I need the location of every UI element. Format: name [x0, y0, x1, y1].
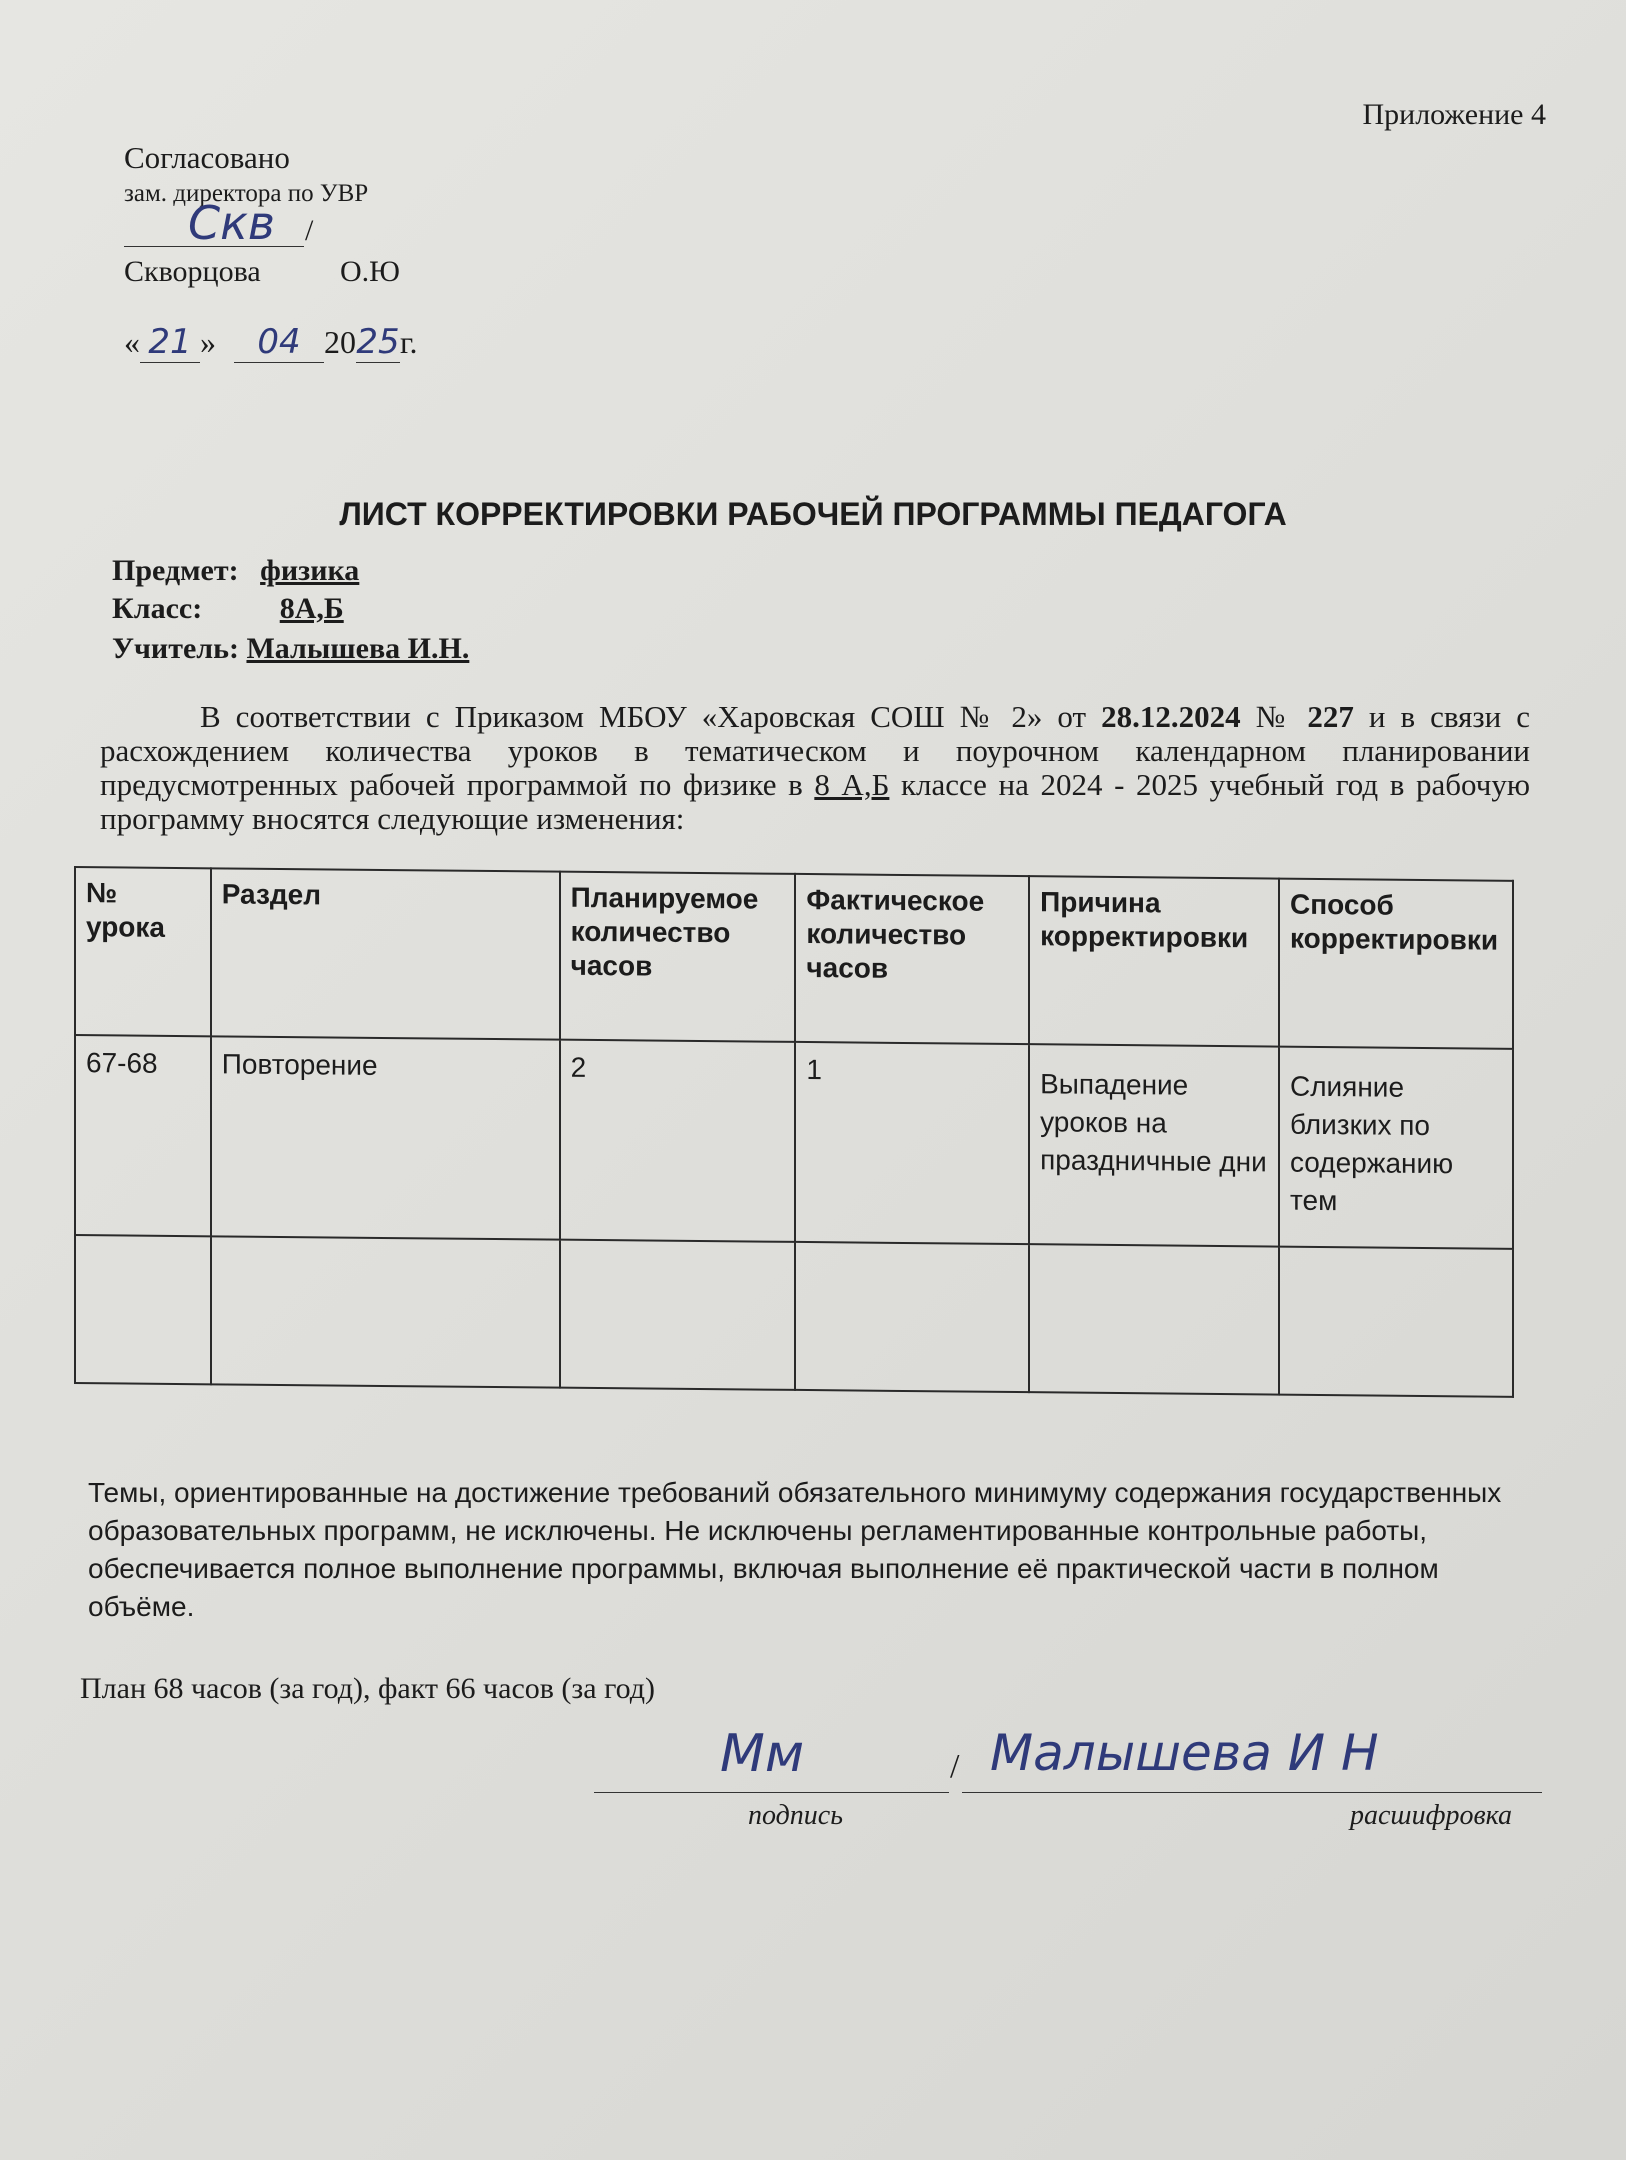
cell-lesson-number: 67-68	[75, 1035, 211, 1236]
intro-paragraph	[100, 700, 1530, 836]
date-year-prefix: 20	[324, 324, 356, 360]
header-planned-hours: Планируемое количество часов	[560, 872, 796, 1042]
appendix-label: Приложение 4	[1362, 98, 1546, 131]
cell-empty	[560, 1240, 796, 1390]
deputy-title: зам. директора по УВР	[124, 180, 369, 207]
header-reason: Причина корректировки	[1029, 876, 1279, 1046]
teacher-row	[112, 632, 469, 666]
cell-reason: Выпадение уроков на праздничные дни	[1029, 1044, 1279, 1246]
topics-paragraph: Темы, ориентированные на достижение требований обязательного минимуму содержания государственных образовательных программ, не исключены. Не исключены регламентированные контрольные работы, обеспечивается полное выполнение программы, включая выполнение её практической части в полном объёме.	[88, 1477, 1502, 1622]
cell-empty	[1029, 1244, 1279, 1394]
order-date: 28.12.2024	[1101, 699, 1241, 734]
class-row	[112, 592, 344, 626]
approver-surname: Скворцова	[124, 255, 261, 288]
cell-section: Повторение	[211, 1036, 560, 1239]
table-header-row	[75, 867, 1513, 1049]
intro-text-2: №	[1240, 699, 1308, 734]
teacher-name-handwritten: Малышева И Н	[990, 1724, 1379, 1782]
approver-signature-slash: /	[305, 214, 314, 247]
approver-signature: Скв	[188, 196, 276, 250]
correction-table	[74, 866, 1514, 1398]
date-year-end: г.	[400, 324, 418, 360]
teacher-signature: Мм	[720, 1724, 805, 1784]
header-actual-hours: Фактическое количество часов	[795, 874, 1029, 1044]
date-month: 04	[234, 322, 324, 363]
header-lesson-number: № урока	[75, 867, 211, 1036]
intro-text-3: и в связи с расхождением количества уроков в тематическом и поурочном календарном планировании предусмотренных рабочей программой по физике в	[100, 699, 1531, 802]
subject-row	[112, 554, 359, 588]
class-label: Класс:	[112, 592, 203, 625]
teacher-value: Малышева И.Н.	[246, 632, 470, 665]
date-open-quote: «	[124, 324, 140, 360]
class-value: 8А,Б	[279, 592, 344, 625]
document-title: ЛИСТ КОРРЕКТИРОВКИ РАБОЧЕЙ ПРОГРАММЫ ПЕДАГОГА	[339, 496, 1287, 532]
header-method: Способ корректировки	[1279, 879, 1513, 1049]
agreed-label: Согласовано	[124, 140, 290, 175]
teacher-label: Учитель:	[112, 632, 239, 665]
cell-planned-hours: 2	[560, 1040, 796, 1242]
date-day: 21	[140, 322, 200, 363]
subject-value: физика	[260, 554, 360, 587]
name-caption: расшифровка	[1350, 1800, 1512, 1831]
approval-date	[124, 322, 418, 363]
cell-empty	[211, 1236, 560, 1387]
table-row	[75, 1035, 1513, 1249]
intro-text-4: классе на 2024 - 2025 учебный год в рабочую программу вносятся следующие изменения:	[100, 767, 1530, 836]
date-close-quote: »	[200, 324, 216, 360]
intro-text-1: В соответствии с Приказом МБОУ «Харовская СОШ № 2» от	[200, 699, 1102, 734]
cell-empty	[75, 1235, 211, 1384]
table-row	[75, 1235, 1513, 1397]
cell-empty	[1279, 1247, 1513, 1397]
order-number: 227	[1307, 699, 1354, 734]
approver-initials: О.Ю	[340, 255, 400, 288]
signature-slash: /	[950, 1748, 960, 1785]
date-year-suffix: 25	[356, 322, 400, 362]
cell-empty	[795, 1242, 1029, 1392]
signature-caption: подпись	[748, 1800, 843, 1831]
cell-method: Слияние близких по содержанию тем	[1279, 1047, 1513, 1249]
cell-actual-hours: 1	[795, 1042, 1029, 1244]
subject-label: Предмет:	[112, 554, 239, 587]
plan-summary: План 68 часов (за год), факт 66 часов (за год)	[80, 1672, 656, 1705]
header-section: Раздел	[211, 868, 560, 1039]
intro-class: 8 А,Б	[814, 767, 890, 802]
